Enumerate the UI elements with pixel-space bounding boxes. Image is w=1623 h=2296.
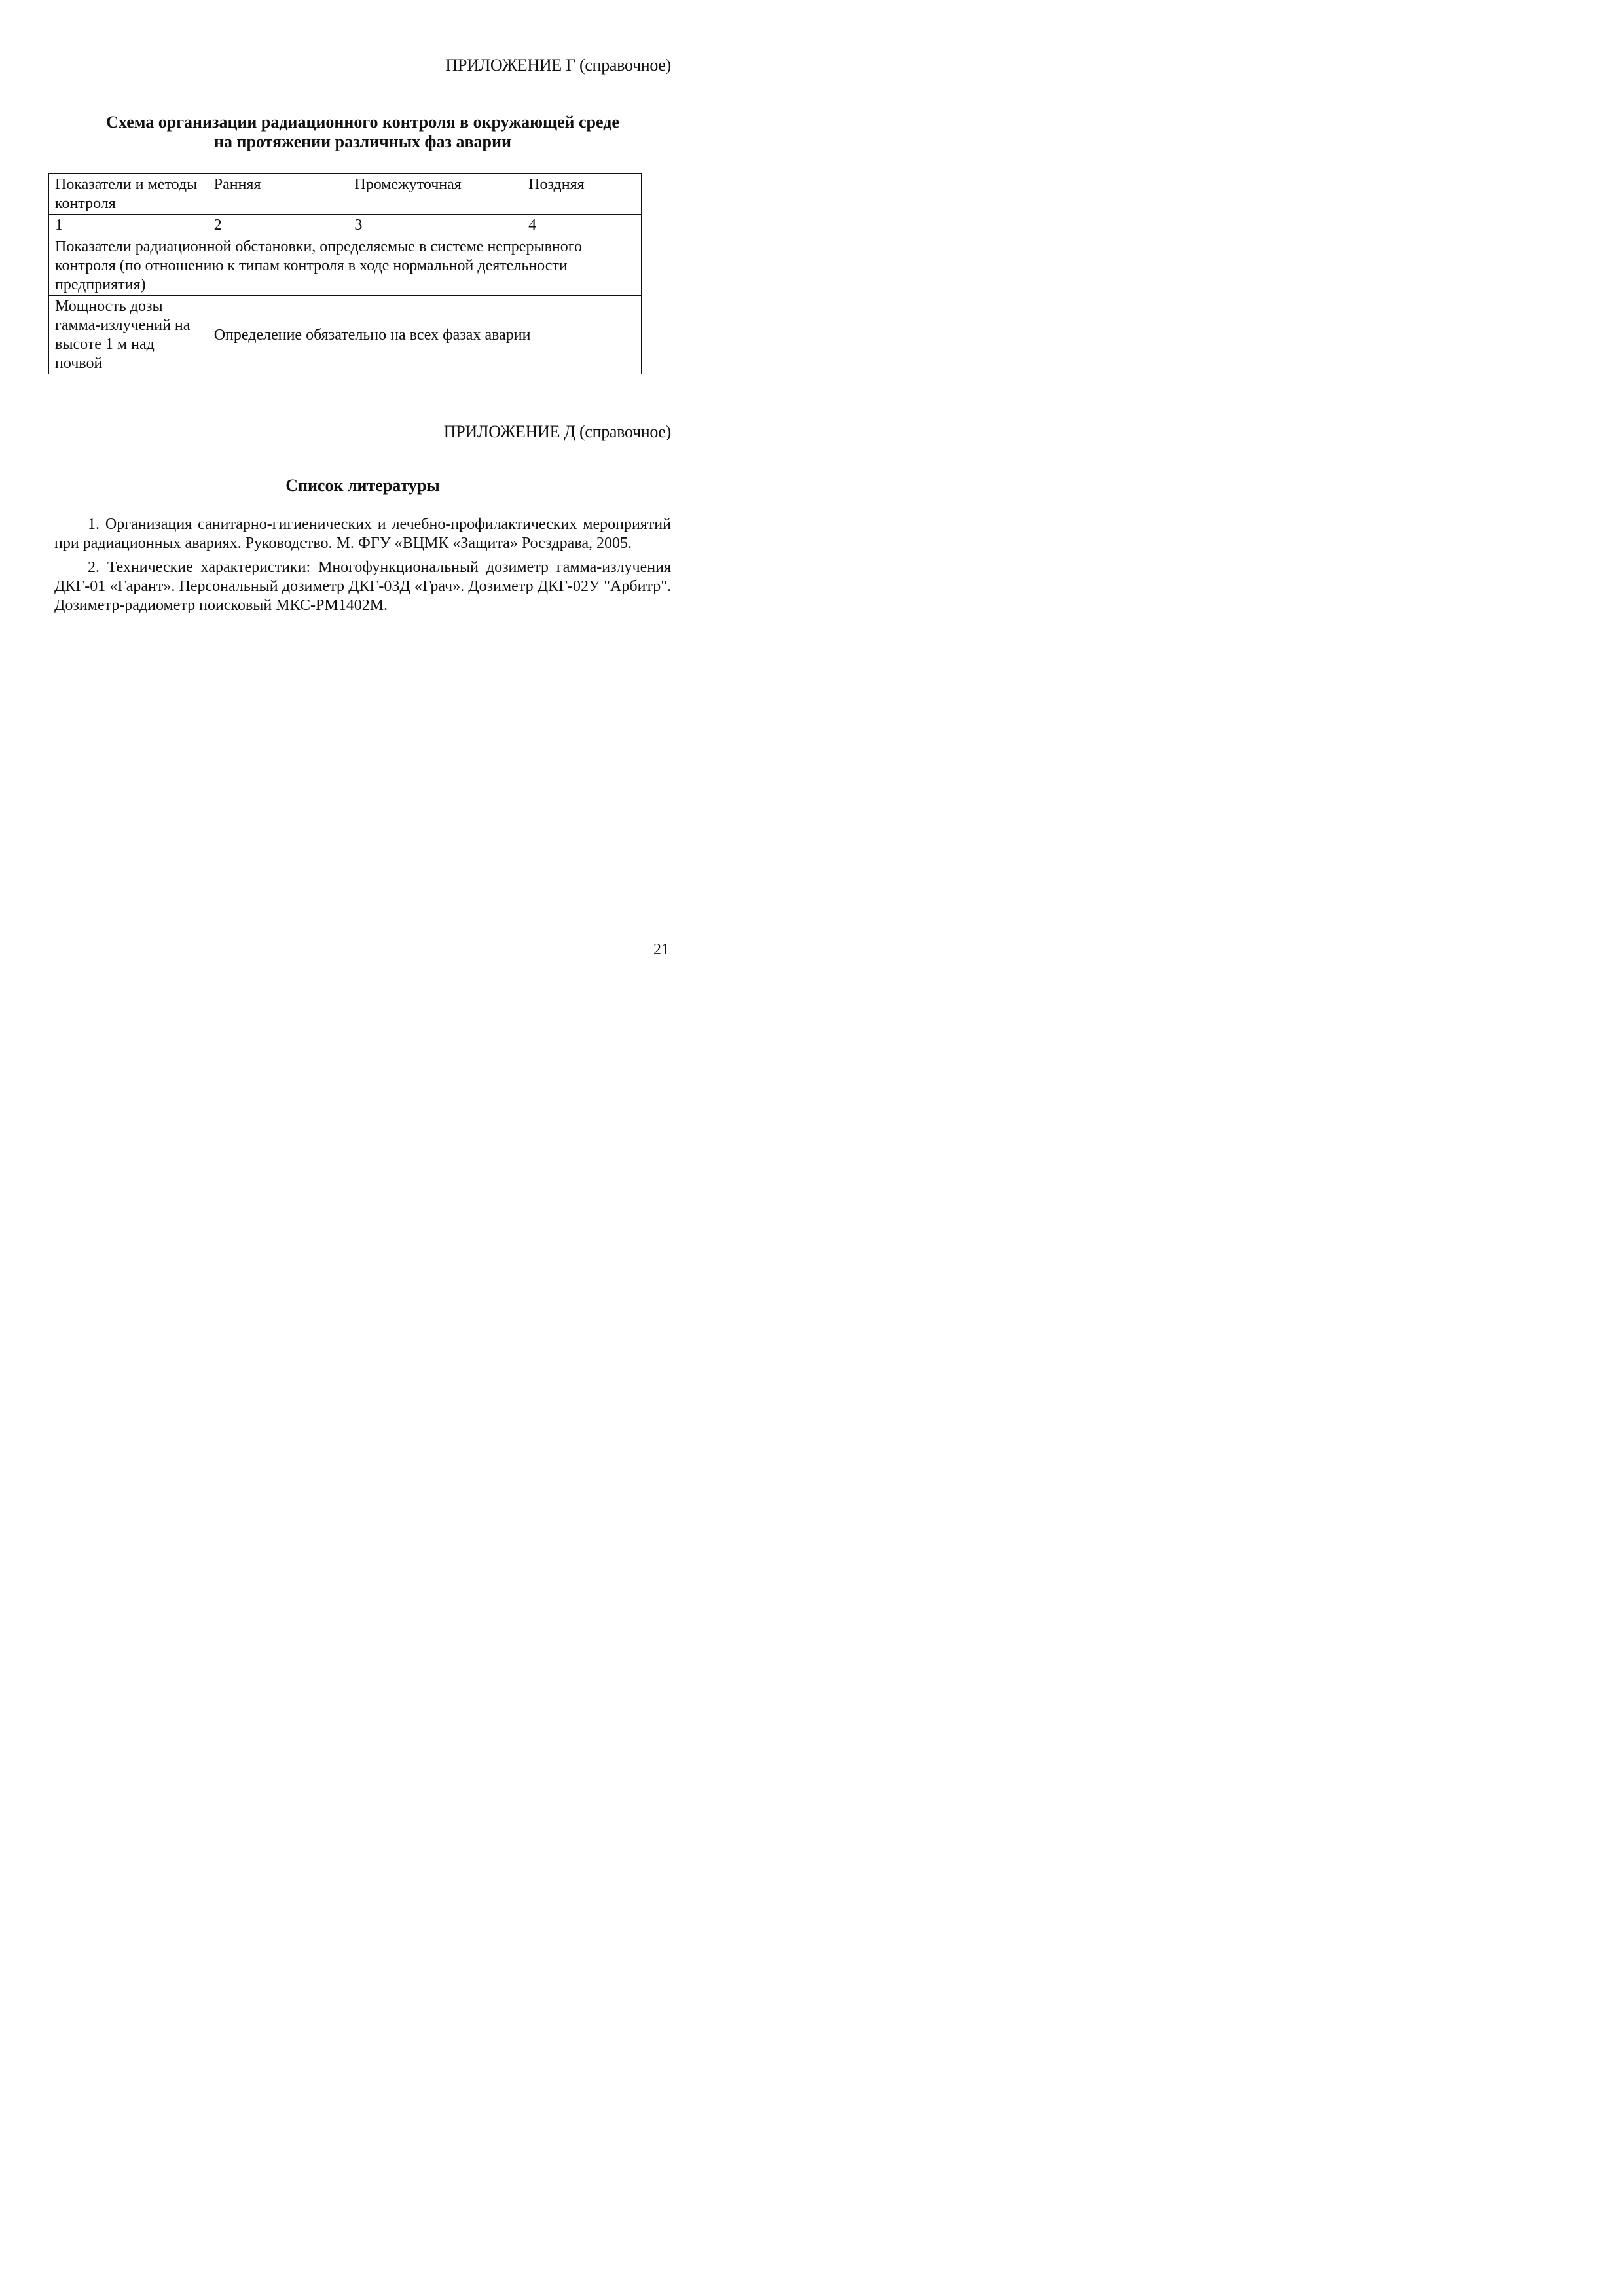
section-heading-cell: Показатели радиационной обстановки, определяемые в системе непрерывного контроля (по отношению к типам контроля в ходе нормальной деятельности предприятия)	[49, 236, 642, 296]
table-section-row	[49, 236, 642, 296]
indicator-dose-rate: Мощность дозы гамма-излучений на высоте 1 м над почвой	[49, 296, 208, 374]
scheme-title-line-2: на протяжении различных фаз аварии	[214, 132, 511, 151]
header-indicators: Показатели и методы контроля	[49, 174, 208, 215]
reference-item-2: 2. Технические характеристики: Многофункциональный дозиметр гамма-излучения ДКГ-01 «Гарант». Персональный дозиметр ДКГ-03Д «Грач». Дозиметр ДКГ-02У "Арбитр". Дозиметр-радиометр поисковый МКС-РМ1402М.	[54, 559, 671, 614]
appendix-d-heading: ПРИЛОЖЕНИЕ Д (справочное)	[443, 422, 671, 441]
table-numbering-row	[49, 215, 642, 236]
table-row	[49, 296, 642, 374]
column-number-1: 1	[49, 215, 208, 236]
page-number: 21	[653, 941, 669, 958]
scheme-title-line-1: Схема организации радиационного контроля в окружающей среде	[106, 113, 619, 132]
table-header-row	[49, 174, 642, 215]
radiation-control-table	[48, 173, 642, 374]
column-number-2: 2	[208, 215, 348, 236]
reference-list	[54, 515, 671, 615]
dose-rate-requirement: Определение обязательно на всех фазах аварии	[208, 296, 641, 374]
column-number-3: 3	[348, 215, 522, 236]
header-intermediate-phase: Промежуточная	[348, 174, 522, 215]
header-early-phase: Ранняя	[208, 174, 348, 215]
appendix-g-heading: ПРИЛОЖЕНИЕ Г (справочное)	[445, 56, 671, 75]
references-title: Список литературы	[285, 476, 440, 495]
reference-item-1: 1. Организация санитарно-гигиенических и лечебно-профилактических мероприятий при радиационных авариях. Руководство. М. ФГУ «ВЦМК «Защита» Росздрава, 2005.	[54, 516, 671, 552]
scheme-title	[0, 113, 725, 152]
column-number-4: 4	[522, 215, 642, 236]
header-late-phase: Поздняя	[522, 174, 642, 215]
